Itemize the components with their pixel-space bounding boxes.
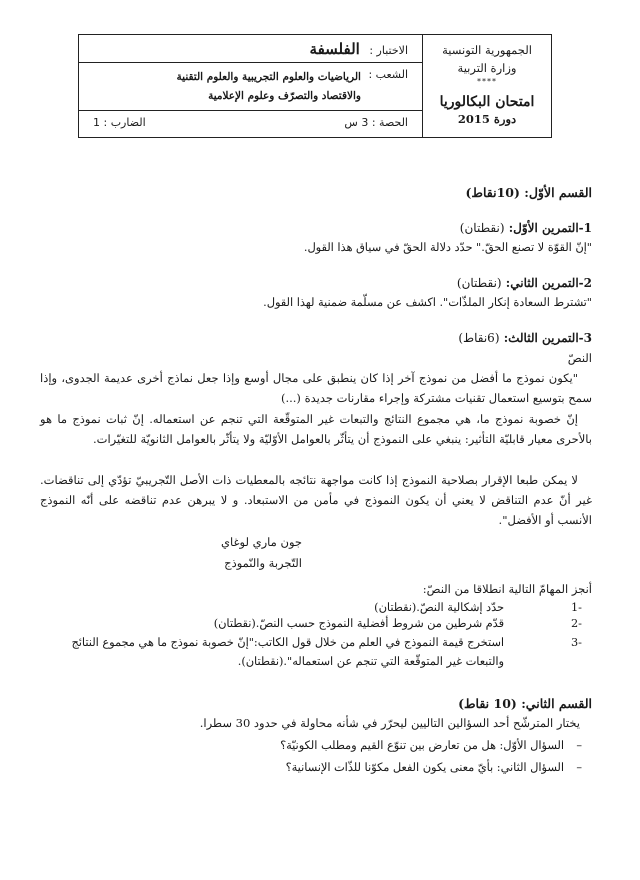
- exercise-1-label: 1-التمرين الأوّل:: [508, 221, 592, 235]
- exercise-2-label: 2-التمرين الثاني:: [505, 276, 592, 290]
- exercise-1-points: (نقطتان): [459, 221, 505, 235]
- exercise-2-title: [40, 273, 592, 293]
- branch-row: [79, 63, 422, 111]
- exercise-2-text: "تشترط السعادة إنكار الملذّات". اكشف عن مسلّمة ضمنية لهذا القول.: [263, 296, 592, 309]
- exercise-1: [40, 218, 592, 258]
- header-details: [79, 35, 423, 137]
- exam-session: دورة 2015: [457, 112, 517, 126]
- subject-name: الفلسفة: [309, 40, 360, 58]
- question-2-text: السؤال الثاني: بأيّ معنى يكون الفعل مكوّنا للذّات الإنسانية؟: [285, 761, 564, 774]
- branch-line-1: الرياضيات والعلوم التجريبية والعلوم التقنية: [176, 71, 361, 83]
- task-item: [40, 633, 582, 671]
- passage-author: جون ماري لوغاي: [221, 535, 302, 549]
- ministry-name: وزارة التربية: [457, 61, 517, 75]
- test-row: [79, 35, 422, 63]
- exercise-3-points: (6نقاط): [458, 331, 500, 345]
- exam-header: [78, 34, 552, 138]
- task-text: حدّد إشكالية النصّ.(نقطتان): [374, 601, 504, 614]
- duration-row: [79, 111, 422, 135]
- passage-work: التّجربة والنّموذج: [224, 556, 302, 570]
- task-text: استخرج قيمة النموذج في العلم من خلال قول الكاتب:"إنّ خصوبة نموذج ما هي مجموع النتائج والتبعات غير المتوقّعة التي تنجم عن استعماله".(نقطتان).: [71, 636, 504, 668]
- branch-list: [177, 68, 361, 106]
- part2-instructions: يختار المترشّح أحد السؤالين التاليين ليحرّر في شأنه محاولة في حدود 30 سطرا.: [199, 716, 580, 730]
- task-number: -2: [570, 617, 582, 630]
- question-1-dash: –: [576, 739, 582, 752]
- part2-title: [40, 694, 592, 714]
- exam-title: امتحان البكالوريا: [439, 94, 535, 110]
- question-1-text: السؤال الأوّل: هل من تعارض بين تنوّع القيم ومطلب الكونيّة؟: [280, 739, 564, 752]
- exercise-2: [40, 273, 592, 313]
- exam-duration: الحصة : 3 س: [344, 116, 408, 129]
- passage-paragraph-3: لا يمكن طبعا الإقرار بصلاحية النموذج إذا كانت مواجهة نتائجه بالمعطيات ذات الأصل التّجريبيّ تؤدّي إلى تناقضات. غير أنّ عدم التناقض لا يعني أن يكون النموذج في مأمن من الاستبعاد. و لا يبرهن عدم تناقضه على أنّه النموذج الأنسب أو الأفضل".: [40, 473, 592, 527]
- question-2-dash: –: [576, 761, 582, 774]
- part1-title-text: القسم الأوّل: (10نقاط): [465, 185, 592, 200]
- text-label: النصّ: [567, 351, 592, 365]
- task-number: -1: [570, 601, 582, 614]
- task-number: -3: [570, 636, 582, 649]
- republic-name: الجمهورية التونسية: [442, 43, 532, 57]
- stars-divider: ****: [477, 77, 497, 86]
- header-institution: [423, 35, 551, 137]
- branch-line-2: والاقتصاد والتصرّف وعلوم الإعلامية: [208, 90, 361, 102]
- question-1: [40, 736, 582, 755]
- part2-title-text: القسم الثاني: (10 نقاط): [458, 696, 592, 711]
- test-label: الاختبار :: [369, 44, 408, 57]
- exercise-3-label: 3-التمرين الثالث:: [503, 331, 592, 345]
- branch-label: الشعب :: [368, 68, 408, 81]
- passage-paragraph-1: "يكون نموذج ما أفضل من نموذج آخر إذا كان ينطبق على مجال أوسع وإذا جعل نماذج أخرى عديمة الجدوى، وإذا سمح بتوسيع استعمال تقنيات مشتركة وإجراء مقارنات جديدة (...): [40, 371, 592, 405]
- part1-title: [40, 183, 592, 203]
- exam-coefficient: الضارب : 1: [93, 116, 146, 129]
- exercise-2-points: (نقطتان): [456, 276, 502, 290]
- exercise-3: [40, 328, 592, 368]
- task-item: [40, 614, 582, 633]
- question-2: [40, 758, 582, 777]
- exercise-1-text: "إنّ القوّة لا تصنع الحقّ." حدّد دلالة الحقّ في سياق هذا القول.: [303, 241, 592, 254]
- passage-paragraph-2: إنّ خصوبة نموذج ما، هي مجموع النتائج والتبعات غير المتوقّعة التي تنجم عن استعماله. إنّ ثبات نموذج ما هو بالأحرى معيار قابليّة التأثير: ينبغي على النموذج أن يتأثّر بالعوامل الأوّليّة ولا يتأثّر بالعوامل الثانويّة للتغيّرات.: [40, 412, 592, 446]
- task-text: قدّم شرطين من شروط أفضلية النموذج حسب النصّ.(نقطتان): [213, 617, 504, 630]
- exercise-1-title: [40, 218, 592, 238]
- exercise-3-title: [40, 328, 592, 348]
- tasks-intro: أنجز المهامّ التالية انطلاقا من النصّ:: [422, 582, 592, 596]
